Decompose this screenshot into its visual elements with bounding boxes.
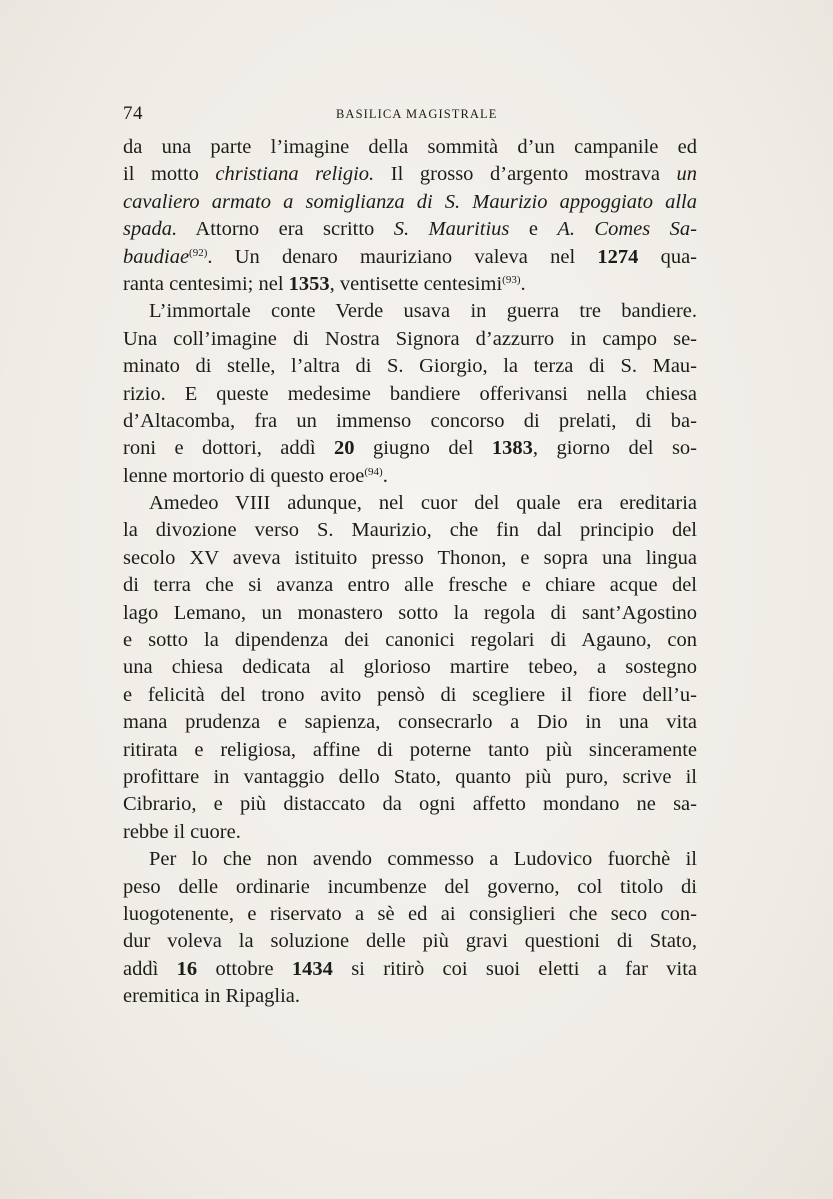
italic-span: spada. [123, 218, 178, 241]
text-span: di terra che si avanza entro alle fresche e chiare acque del [123, 574, 697, 597]
text-span: minato di stelle, l’altra di S. Giorgio, la terza di S. Mau- [123, 355, 697, 378]
text-span: addì [123, 957, 177, 980]
page-header [123, 103, 703, 123]
text-span: si ritirò coi suoi eletti a far vita [332, 957, 697, 980]
text-span: giugno del [354, 437, 492, 460]
footnote-ref: (94) [364, 465, 383, 478]
text-span: Cibrario, e più distaccato da ogni affetto mondano ne sa- [123, 793, 697, 816]
footnote-ref: (93) [502, 273, 521, 286]
text-line [123, 271, 697, 298]
text-line [123, 216, 697, 243]
text-line [123, 408, 697, 435]
text-line [123, 517, 697, 544]
text-span: L’immortale conte Verde usava in guerra tre bandiere. [149, 300, 697, 323]
text-line [123, 956, 697, 983]
text-span: Una coll’imagine di Nostra Signora d’azzurro in campo se- [123, 327, 697, 350]
italic-span: A. Comes Sa- [557, 218, 697, 241]
italic-span: un [676, 163, 698, 186]
text-line [123, 381, 697, 408]
text-span: qua- [638, 245, 697, 268]
text-line [123, 819, 697, 846]
text-span: d’Altacomba, fra un immenso concorso di prelati, di ba- [123, 409, 697, 432]
text-line [123, 764, 697, 791]
text-line [123, 435, 697, 462]
text-line [123, 490, 697, 517]
text-span: Il grosso d’argento mostrava [374, 163, 677, 186]
text-span: profittare in vantaggio dello Stato, quanto più puro, scrive il [123, 765, 697, 788]
body-text [123, 134, 697, 1011]
text-line [123, 682, 697, 709]
page-number: 74 [123, 103, 143, 124]
bold-number: 20 [334, 437, 355, 460]
text-span: e sotto la dipendenza dei canonici regolari di Agauno, con [123, 629, 697, 652]
text-line [123, 463, 697, 490]
text-span: una chiesa dedicata al glorioso martire tebeo, a sostegno [123, 656, 697, 679]
text-span: rizio. E queste medesime bandiere offerivansi nella chiesa [123, 382, 697, 405]
text-span: Per lo che non avendo commesso a Ludovico fuorchè il [149, 848, 697, 871]
italic-span: baudiae [123, 245, 190, 268]
text-span: lenne mortorio di questo eroe [123, 464, 365, 487]
text-span: ritirata e religiosa, affine di poterne tanto più sinceramente [123, 738, 697, 761]
running-head: BASILICA MAGISTRALE [336, 107, 498, 121]
text-line [123, 600, 697, 627]
text-line [123, 298, 697, 325]
footnote-ref: (92) [189, 246, 208, 259]
text-span: lago Lemano, un monastero sotto la regola di sant’Agostino [123, 601, 697, 624]
text-line [123, 791, 697, 818]
text-line [123, 709, 697, 736]
text-span: Attorno era scritto [177, 218, 394, 241]
text-span: Amedeo VIII adunque, nel cuor del quale era ereditaria [149, 492, 697, 515]
text-line [123, 874, 697, 901]
text-span: dur voleva la soluzione delle più gravi questioni di Stato, [123, 930, 697, 953]
text-span: la divozione verso S. Maurizio, che fin dal principio del [123, 519, 697, 542]
text-line [123, 901, 697, 928]
bold-number: 1353 [288, 272, 330, 295]
text-span: rebbe il cuore. [123, 820, 241, 843]
text-line [123, 846, 697, 873]
text-line [123, 572, 697, 599]
text-span: secolo XV aveva istituito presso Thonon, e sopra una lingua [123, 546, 697, 569]
text-span: roni e dottori, addì [123, 437, 335, 460]
text-line [123, 161, 697, 188]
bold-number: 16 [176, 957, 198, 980]
text-line [123, 353, 697, 380]
bold-number: 1434 [291, 957, 333, 980]
italic-span: cavaliero armato a somiglianza di S. Maurizio appoggiato alla [123, 190, 697, 213]
text-line [123, 189, 697, 216]
italic-span: christiana religio. [215, 163, 375, 186]
text-span: , giorno del so- [532, 437, 697, 460]
text-line [123, 928, 697, 955]
text-line [123, 134, 697, 161]
text-line [123, 627, 697, 654]
text-line [123, 654, 697, 681]
text-line [123, 545, 697, 572]
text-span: . Un denaro mauriziano valeva nel [207, 245, 598, 268]
bold-number: 1274 [597, 245, 639, 268]
text-span: il motto [123, 163, 216, 186]
text-span: mana prudenza e sapienza, consecrarlo a Dio in una vita [123, 711, 697, 734]
text-span: e [509, 218, 558, 241]
text-span: eremitica in Ripaglia. [123, 985, 301, 1008]
text-span: . [520, 272, 526, 295]
text-span: luogotenente, e riservato a sè ed ai consiglieri che seco con- [123, 902, 697, 925]
text-line [123, 983, 697, 1010]
text-line [123, 326, 697, 353]
text-span: da una parte l’imagine della sommità d’un campanile ed [123, 136, 697, 158]
text-line [123, 737, 697, 764]
text-span: , ventisette centesimi [329, 272, 503, 295]
bold-number: 1383 [491, 437, 533, 460]
text-span: ranta centesimi; nel [123, 272, 289, 295]
text-span: ottobre [197, 957, 292, 980]
italic-span: S. Mauritius [393, 218, 510, 241]
text-span: peso delle ordinarie incumbenze del governo, col titolo di [123, 875, 697, 898]
text-span: . [382, 464, 388, 487]
text-span: e felicità del trono avito pensò di scegliere il fiore dell’u- [123, 683, 697, 706]
text-line [123, 244, 697, 271]
